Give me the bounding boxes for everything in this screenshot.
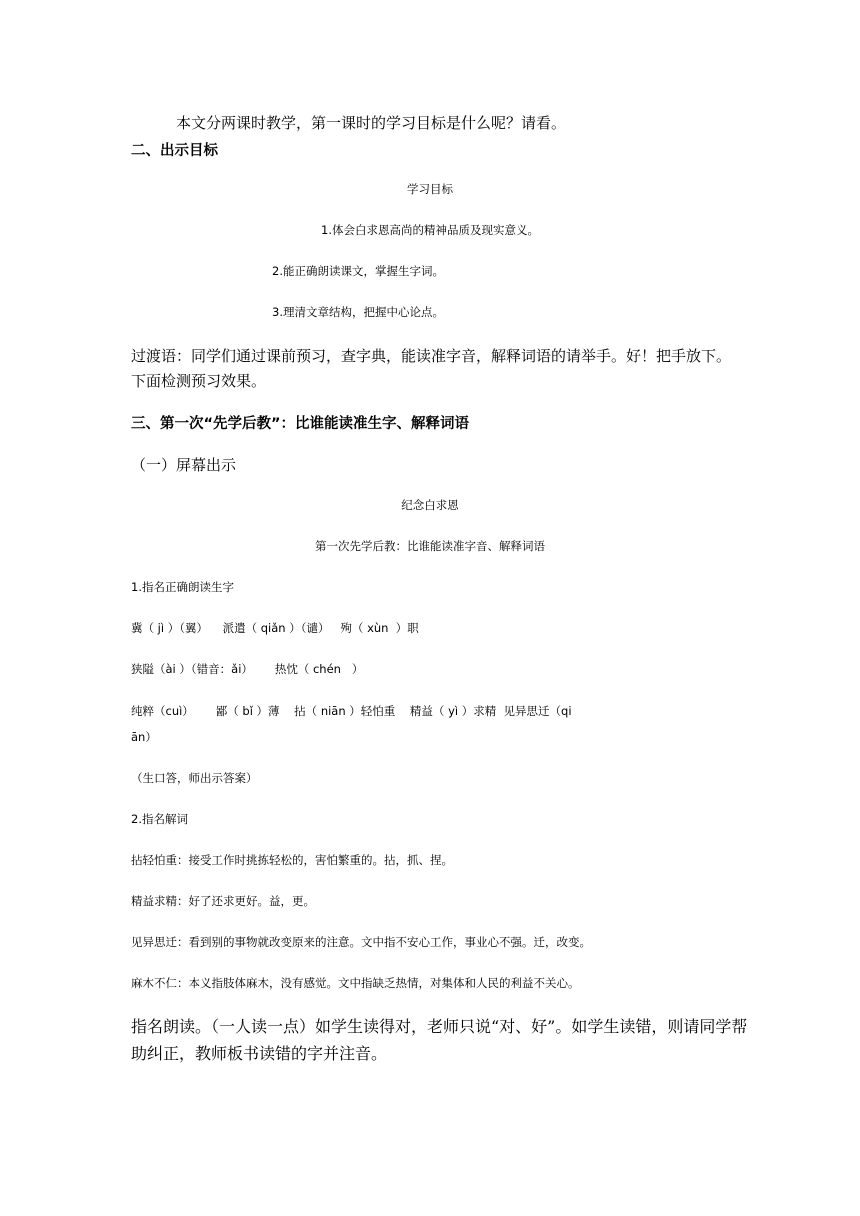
transition-paragraph-line: 下面检测预习效果。: [131, 372, 267, 390]
definition-item: 麻木不仁：本义指肢体麻木，没有感觉。文中指缺乏热情，对集体和人民的利益不关心。: [131, 976, 580, 990]
definition-item: 见异思迁：看到别的事物就改变原来的注意。文中指不安心工作，事业心不强。迁，改变。: [131, 935, 591, 949]
closing-paragraph-line: 助纠正，教师板书读错的字并注音。: [131, 1044, 388, 1063]
answer-note: （生口答，师出示答案）: [131, 771, 258, 785]
definition-item: 拈轻怕重：接受工作时挑拣轻松的，害怕繁重的。拈，抓、捏。: [131, 853, 453, 867]
screen-subtitle: 第一次先学后教：比谁能读准字音、解释词语: [315, 539, 545, 553]
intro-paragraph: 本文分两课时教学，第一课时的学习目标是什么呢？请看。: [176, 114, 567, 132]
task-explain-words: 2.指名解词: [131, 812, 188, 826]
goal-item: 2.能正确朗读课文，掌握生字词。: [272, 264, 444, 278]
pinyin-line: 纯粹（cuì） 鄙（ bǐ ）薄 拈（ niān ）轻怕重 精益（ yì ）求精 见异思迁（qi: [131, 704, 572, 718]
subsection-heading-screen: （一）屏幕出示: [131, 456, 237, 474]
pinyin-line: ān）: [131, 730, 157, 744]
section-heading-goals: 二、出示目标: [131, 143, 218, 159]
definition-item: 精益求精：好了还求更好。益，更。: [131, 894, 315, 908]
goals-title: 学习目标: [407, 182, 453, 196]
pinyin-line: 狭隘（ài ）（错音：ǎi） 热忱（ chén ）: [131, 662, 364, 676]
pinyin-line: 冀（ jì ）（翼） 派遣（ qiǎn ）（谴） 殉（ xùn ）职: [131, 621, 419, 635]
task-read-characters: 1.指名正确朗读生字: [131, 580, 234, 594]
screen-title: 纪念白求恩: [401, 498, 459, 512]
transition-paragraph-line: 过渡语：同学们通过课前预习，查字典，能读准字音，解释词语的请举手。好！把手放下。: [131, 347, 732, 365]
section-heading-first-learning: 三、第一次“先学后教”：比谁能读准生字、解释词语: [131, 416, 470, 432]
goal-item: 1.体会白求恩高尚的精神品质及现实意义。: [321, 223, 539, 237]
goal-item: 3.理清文章结构，把握中心论点。: [272, 305, 444, 319]
closing-paragraph-line: 指名朗读。（一人读一点）如学生读得对，老师只说“对、好”。如学生读错，则请同学帮: [131, 1017, 748, 1036]
